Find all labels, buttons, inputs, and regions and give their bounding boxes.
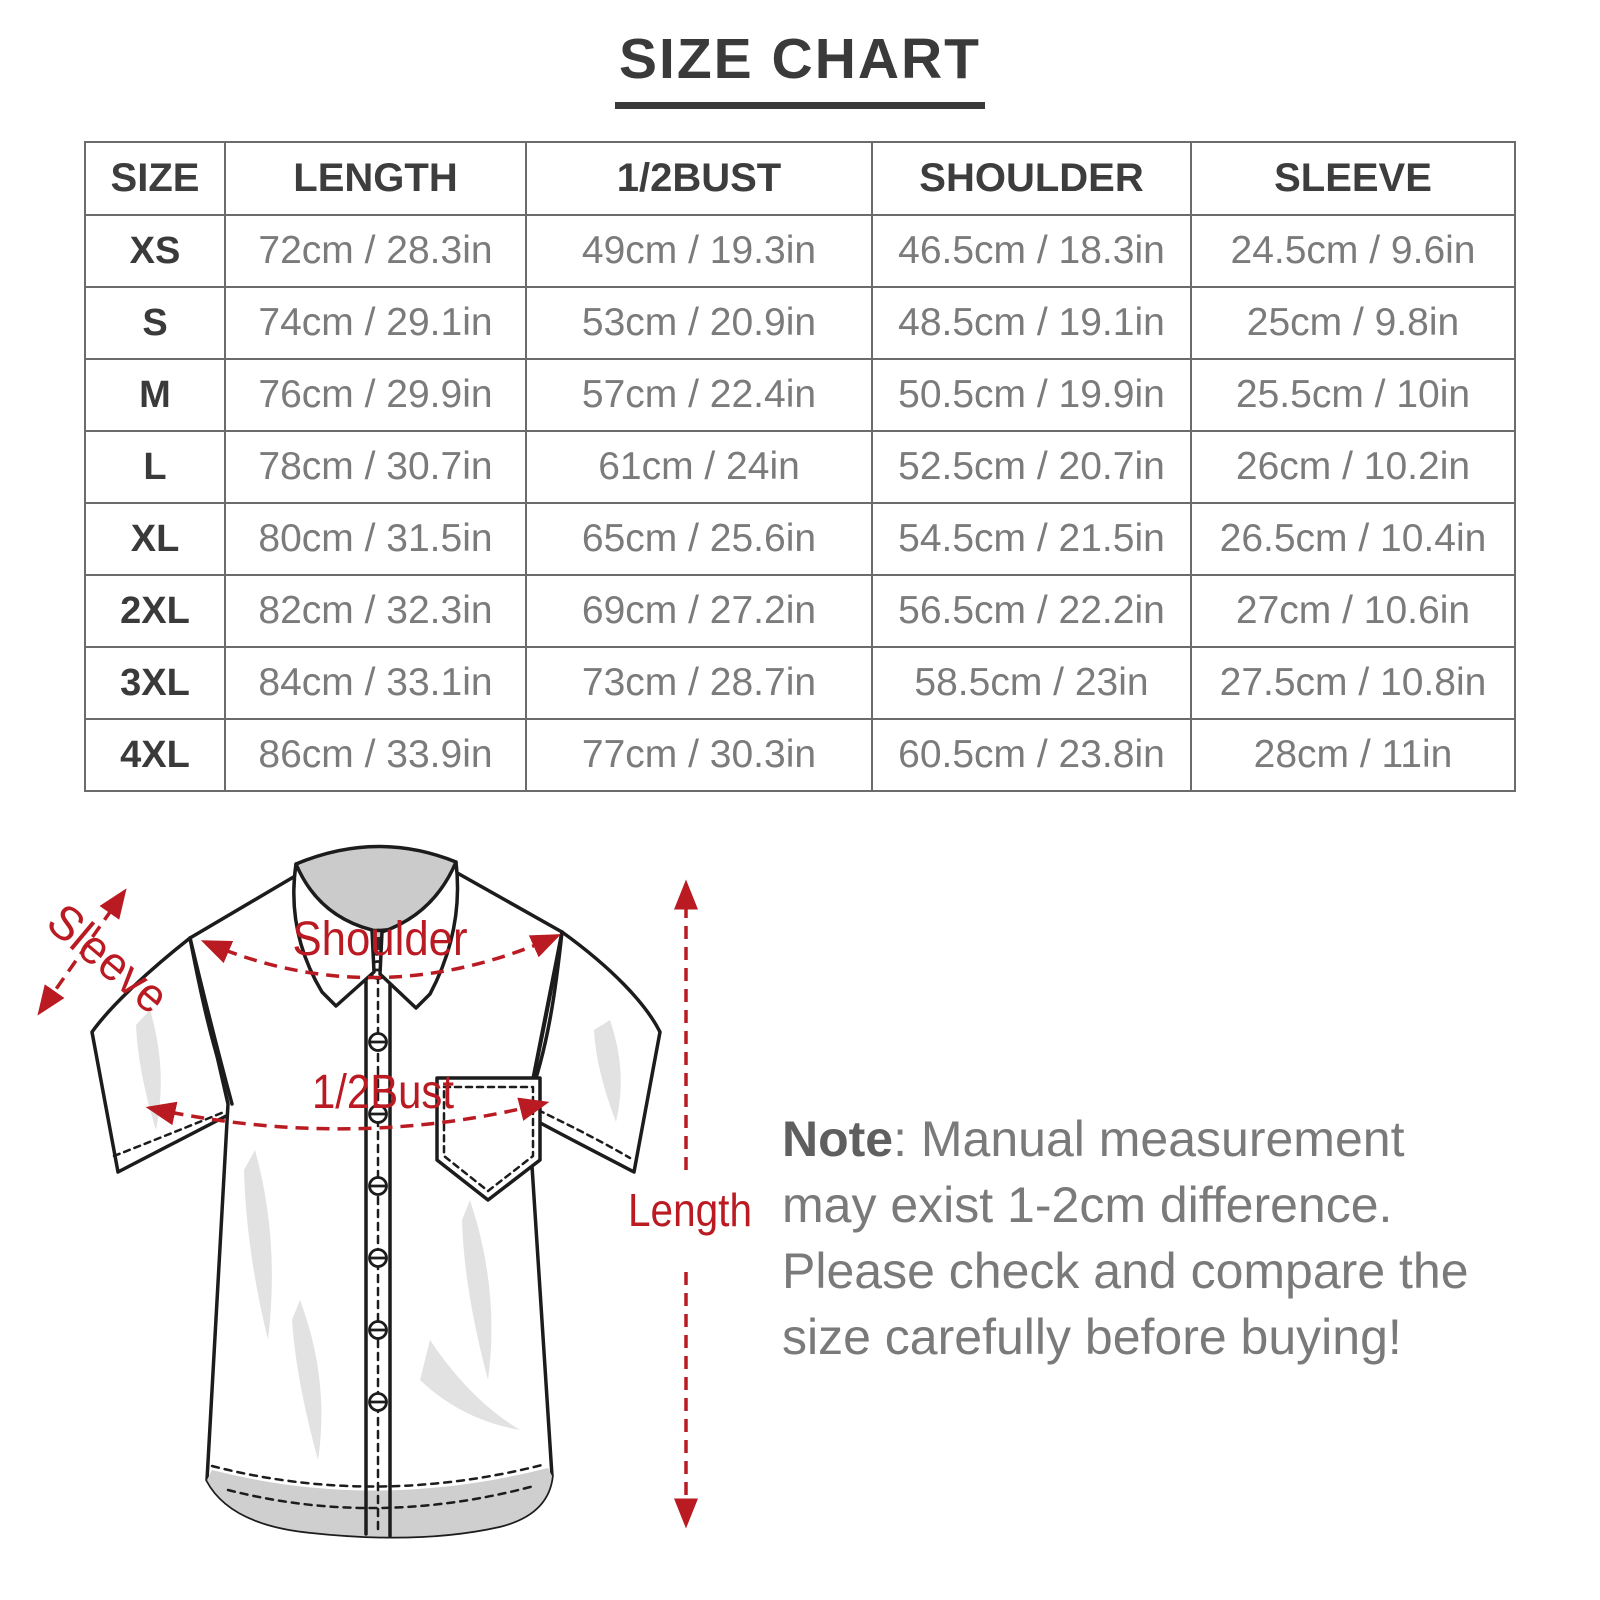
cell-length: 78cm / 30.7in: [225, 431, 526, 503]
cell-shoulder: 58.5cm / 23in: [872, 647, 1191, 719]
shoulder-label: Shoulder: [292, 913, 468, 966]
cell-size: S: [85, 287, 225, 359]
cell-sleeve: 26cm / 10.2in: [1191, 431, 1515, 503]
table-row: [85, 359, 1515, 431]
cell-sleeve: 24.5cm / 9.6in: [1191, 215, 1515, 287]
cell-shoulder: 48.5cm / 19.1in: [872, 287, 1191, 359]
cell-length: 72cm / 28.3in: [225, 215, 526, 287]
cell-sleeve: 27.5cm / 10.8in: [1191, 647, 1515, 719]
header-sleeve: SLEEVE: [1191, 142, 1515, 215]
cell-sleeve: 25cm / 9.8in: [1191, 287, 1515, 359]
cell-size: XL: [85, 503, 225, 575]
cell-length: 80cm / 31.5in: [225, 503, 526, 575]
table-row: [85, 575, 1515, 647]
table-row: [85, 431, 1515, 503]
cell-size: M: [85, 359, 225, 431]
cell-bust: 69cm / 27.2in: [526, 575, 872, 647]
cell-sleeve: 28cm / 11in: [1191, 719, 1515, 791]
bust-label: 1/2Bust: [312, 1066, 454, 1119]
shirt-measurement-diagram: [0, 820, 780, 1590]
cell-bust: 77cm / 30.3in: [526, 719, 872, 791]
cell-shoulder: 52.5cm / 20.7in: [872, 431, 1191, 503]
cell-size: XS: [85, 215, 225, 287]
page-title: SIZE CHART: [615, 26, 985, 109]
table-row: [85, 647, 1515, 719]
cell-sleeve: 27cm / 10.6in: [1191, 575, 1515, 647]
header-size: SIZE: [85, 142, 225, 215]
cell-sleeve: 25.5cm / 10in: [1191, 359, 1515, 431]
note-text: : Manual measurement may exist 1-2cm difference. Please check and compare the size carefully before buying!: [782, 1111, 1469, 1365]
cell-bust: 57cm / 22.4in: [526, 359, 872, 431]
cell-shoulder: 50.5cm / 19.9in: [872, 359, 1191, 431]
cell-bust: 61cm / 24in: [526, 431, 872, 503]
cell-sleeve: 26.5cm / 10.4in: [1191, 503, 1515, 575]
cell-bust: 65cm / 25.6in: [526, 503, 872, 575]
cell-size: 4XL: [85, 719, 225, 791]
cell-bust: 73cm / 28.7in: [526, 647, 872, 719]
measurement-note: [782, 1106, 1487, 1370]
table-row: [85, 503, 1515, 575]
note-label: Note: [782, 1111, 894, 1167]
cell-size: 2XL: [85, 575, 225, 647]
size-table: [84, 141, 1516, 792]
cell-length: 74cm / 29.1in: [225, 287, 526, 359]
cell-shoulder: 60.5cm / 23.8in: [872, 719, 1191, 791]
cell-length: 76cm / 29.9in: [225, 359, 526, 431]
header-length: LENGTH: [225, 142, 526, 215]
cell-length: 84cm / 33.1in: [225, 647, 526, 719]
sleeve-label: Sleeve: [36, 893, 184, 1029]
length-label: Length: [628, 1184, 752, 1236]
table-row: [85, 719, 1515, 791]
cell-length: 82cm / 32.3in: [225, 575, 526, 647]
cell-bust: 53cm / 20.9in: [526, 287, 872, 359]
cell-shoulder: 56.5cm / 22.2in: [872, 575, 1191, 647]
header-shoulder: SHOULDER: [872, 142, 1191, 215]
table-row: [85, 215, 1515, 287]
cell-shoulder: 54.5cm / 21.5in: [872, 503, 1191, 575]
header-bust: 1/2BUST: [526, 142, 872, 215]
cell-bust: 49cm / 19.3in: [526, 215, 872, 287]
cell-size: 3XL: [85, 647, 225, 719]
table-header-row: [85, 142, 1515, 215]
cell-length: 86cm / 33.9in: [225, 719, 526, 791]
cell-size: L: [85, 431, 225, 503]
cell-shoulder: 46.5cm / 18.3in: [872, 215, 1191, 287]
table-row: [85, 287, 1515, 359]
